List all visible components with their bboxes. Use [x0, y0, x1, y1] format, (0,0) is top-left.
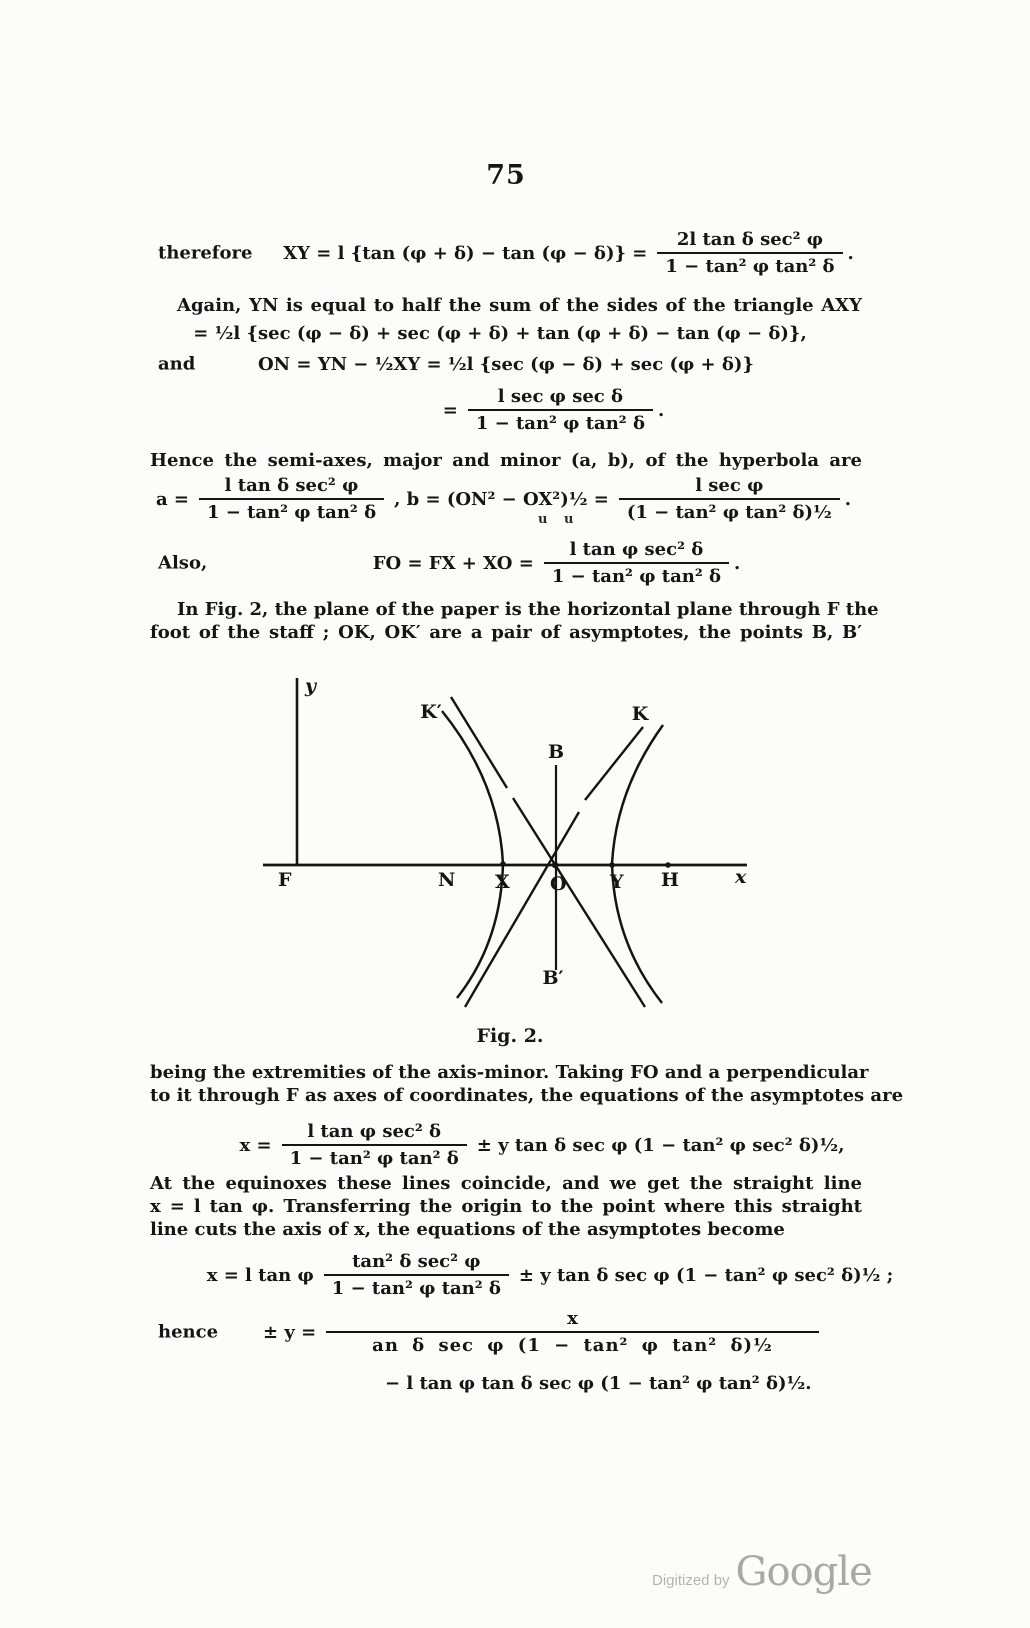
google-watermark [652, 1549, 872, 1595]
asymptote-k-segment [585, 727, 643, 800]
y-axis-label: y [305, 675, 317, 697]
paragraph-line: At the equinoxes these lines coincide, and we get the straight line [150, 1173, 862, 1194]
page-number: 75 [486, 160, 526, 191]
fraction-numerator: 2l tan δ sec² φ [676, 229, 824, 250]
point-b-prime-label: B′ [542, 967, 564, 989]
x-axis-label: x [735, 866, 747, 888]
equation-fo [150, 534, 862, 592]
equation-lhs: FO = FX + XO = [372, 552, 534, 574]
fraction-denominator: 1 − tan² φ tan² δ [468, 409, 653, 434]
paragraph-line: to it through F as axes of coordinates, the equations of the asymptotes are [150, 1085, 904, 1106]
fraction-denominator: 1 − tan² φ tan² δ [199, 498, 384, 523]
fraction-numerator: tan² δ sec² φ [352, 1251, 481, 1272]
fraction-numerator: l sec φ [695, 475, 764, 496]
equation-body: − l tan φ tan δ sec φ (1 − tan² φ tan² δ)½. [385, 1372, 812, 1394]
asymptote-k-prime-segment [451, 697, 507, 788]
fraction-denominator: an δ sec φ (1 − tan² φ tan² δ)½ [326, 1331, 819, 1356]
point-n-label: N [438, 869, 456, 891]
paragraph-extremities [150, 1061, 904, 1107]
equation-lhs: x = l tan φ [206, 1264, 314, 1286]
point-x-label: X [495, 871, 510, 893]
equation-suffix: . [657, 399, 665, 421]
equation-label: hence [158, 1321, 219, 1343]
point-x-dot [500, 861, 506, 867]
equation-suffix: . [847, 242, 854, 264]
scan-smudge-artifact: u u [538, 512, 580, 527]
paragraph-line: Again, YN is equal to half the sum of the sides of the triangle AXY [177, 295, 862, 316]
fraction [468, 386, 653, 434]
equation-lhs: ± y = [263, 1321, 317, 1343]
equation-on-result [150, 381, 862, 439]
equation-body: ON = YN − ½XY = ½l {sec (φ − δ) + sec (φ + δ)} [257, 353, 755, 375]
equation-body: = ½l {sec (φ − δ) + sec (φ + δ) + tan (φ + δ) − tan (φ − δ)}, [193, 322, 807, 344]
paragraph-in-fig2 [150, 598, 879, 644]
paragraph-line: foot of the staff ; OK, OK′ are a pair of asymptotes, the points B, B′ [150, 622, 862, 643]
point-f-label: F [278, 869, 292, 891]
equation-b-lhs: , b = (ON² − OX²)½ = [394, 488, 609, 510]
paragraph-line: being the extremities of the axis-minor. Taking FO and a perpendicular [150, 1062, 869, 1083]
fraction-numerator: l tan δ sec² φ [224, 475, 359, 496]
fraction-denominator: 1 − tan² φ tan² δ [324, 1274, 509, 1299]
equation-lhs: XY = l {tan (φ + δ) − tan (φ − δ)} = [283, 242, 648, 264]
equation-a-lhs: a = [155, 488, 189, 510]
paragraph-line: Hence the semi-axes, major and minor (a, b), of the hyperbola are [150, 450, 862, 471]
fraction-numerator: l sec φ sec δ [497, 386, 624, 407]
equation-half-sum [150, 318, 862, 348]
point-b-label: B [547, 741, 565, 763]
equation-suffix: . [844, 488, 852, 510]
paragraph-equinoxes [150, 1172, 862, 1241]
fraction-denominator: (1 − tan² φ tan² δ)½ [619, 498, 840, 523]
equation-label: therefore [158, 242, 253, 264]
equation-suffix: . [733, 552, 741, 574]
fraction-numerator: l tan φ sec² δ [307, 1121, 442, 1142]
equation-lhs: x = [239, 1134, 272, 1156]
point-k-label: K [631, 703, 649, 725]
equation-hence [150, 1303, 970, 1361]
equation-suffix: ± y tan δ sec φ (1 − tan² φ sec² δ)½ ; [518, 1264, 894, 1286]
fraction [657, 229, 842, 277]
fraction-denominator: 1 − tan² φ tan² δ [657, 252, 842, 277]
equation-final-term [150, 1370, 1030, 1396]
fraction [324, 1251, 509, 1299]
point-y-label: Y [610, 871, 624, 893]
fraction-denominator: 1 − tan² φ tan² δ [282, 1144, 467, 1169]
watermark-prefix: Digitized by [652, 1572, 730, 1589]
equation-asymptotes-1 [150, 1116, 862, 1174]
point-h-dot [665, 862, 671, 868]
equation-label: and [158, 353, 196, 375]
origin-label: O [550, 873, 567, 895]
fraction [619, 475, 840, 523]
origin-dot [552, 862, 558, 868]
paragraph-line: x = l tan φ. Transferring the origin to the point where this straight [150, 1196, 862, 1217]
equation-suffix: ± y tan δ sec φ (1 − tan² φ sec² δ)½, [476, 1134, 845, 1156]
equation-on [150, 349, 862, 379]
equation-xy [150, 224, 862, 282]
fraction [199, 475, 384, 523]
point-y-dot [609, 862, 615, 868]
equation-semi-axes [150, 468, 862, 530]
paragraph-line: In Fig. 2, the plane of the paper is the horizontal plane through F the [177, 599, 879, 620]
fraction [544, 539, 729, 587]
paragraph-again [150, 294, 862, 317]
equation-label: Also, [158, 552, 208, 574]
fraction-denominator: 1 − tan² φ tan² δ [544, 562, 729, 587]
hyperbola-figure-svg [250, 650, 770, 1020]
google-logo: Google [735, 1549, 872, 1595]
asymptote-k-prime-line [513, 798, 645, 1007]
paragraph-line: line cuts the axis of x, the equations of the asymptotes become [150, 1219, 785, 1240]
fraction [282, 1121, 467, 1169]
fraction [326, 1308, 819, 1356]
point-k-prime-label: K′ [420, 701, 442, 723]
figure-2-hyperbola-diagram [250, 650, 770, 1020]
fraction-numerator: l tan φ sec² δ [569, 539, 704, 560]
hyperbola-left-branch [442, 711, 503, 998]
equation-lhs: = [442, 399, 458, 421]
fraction-numerator: x [567, 1308, 578, 1329]
point-h-label: H [661, 869, 679, 891]
figure-caption: Fig. 2. [476, 1025, 544, 1047]
equation-asymptotes-2 [150, 1246, 894, 1304]
